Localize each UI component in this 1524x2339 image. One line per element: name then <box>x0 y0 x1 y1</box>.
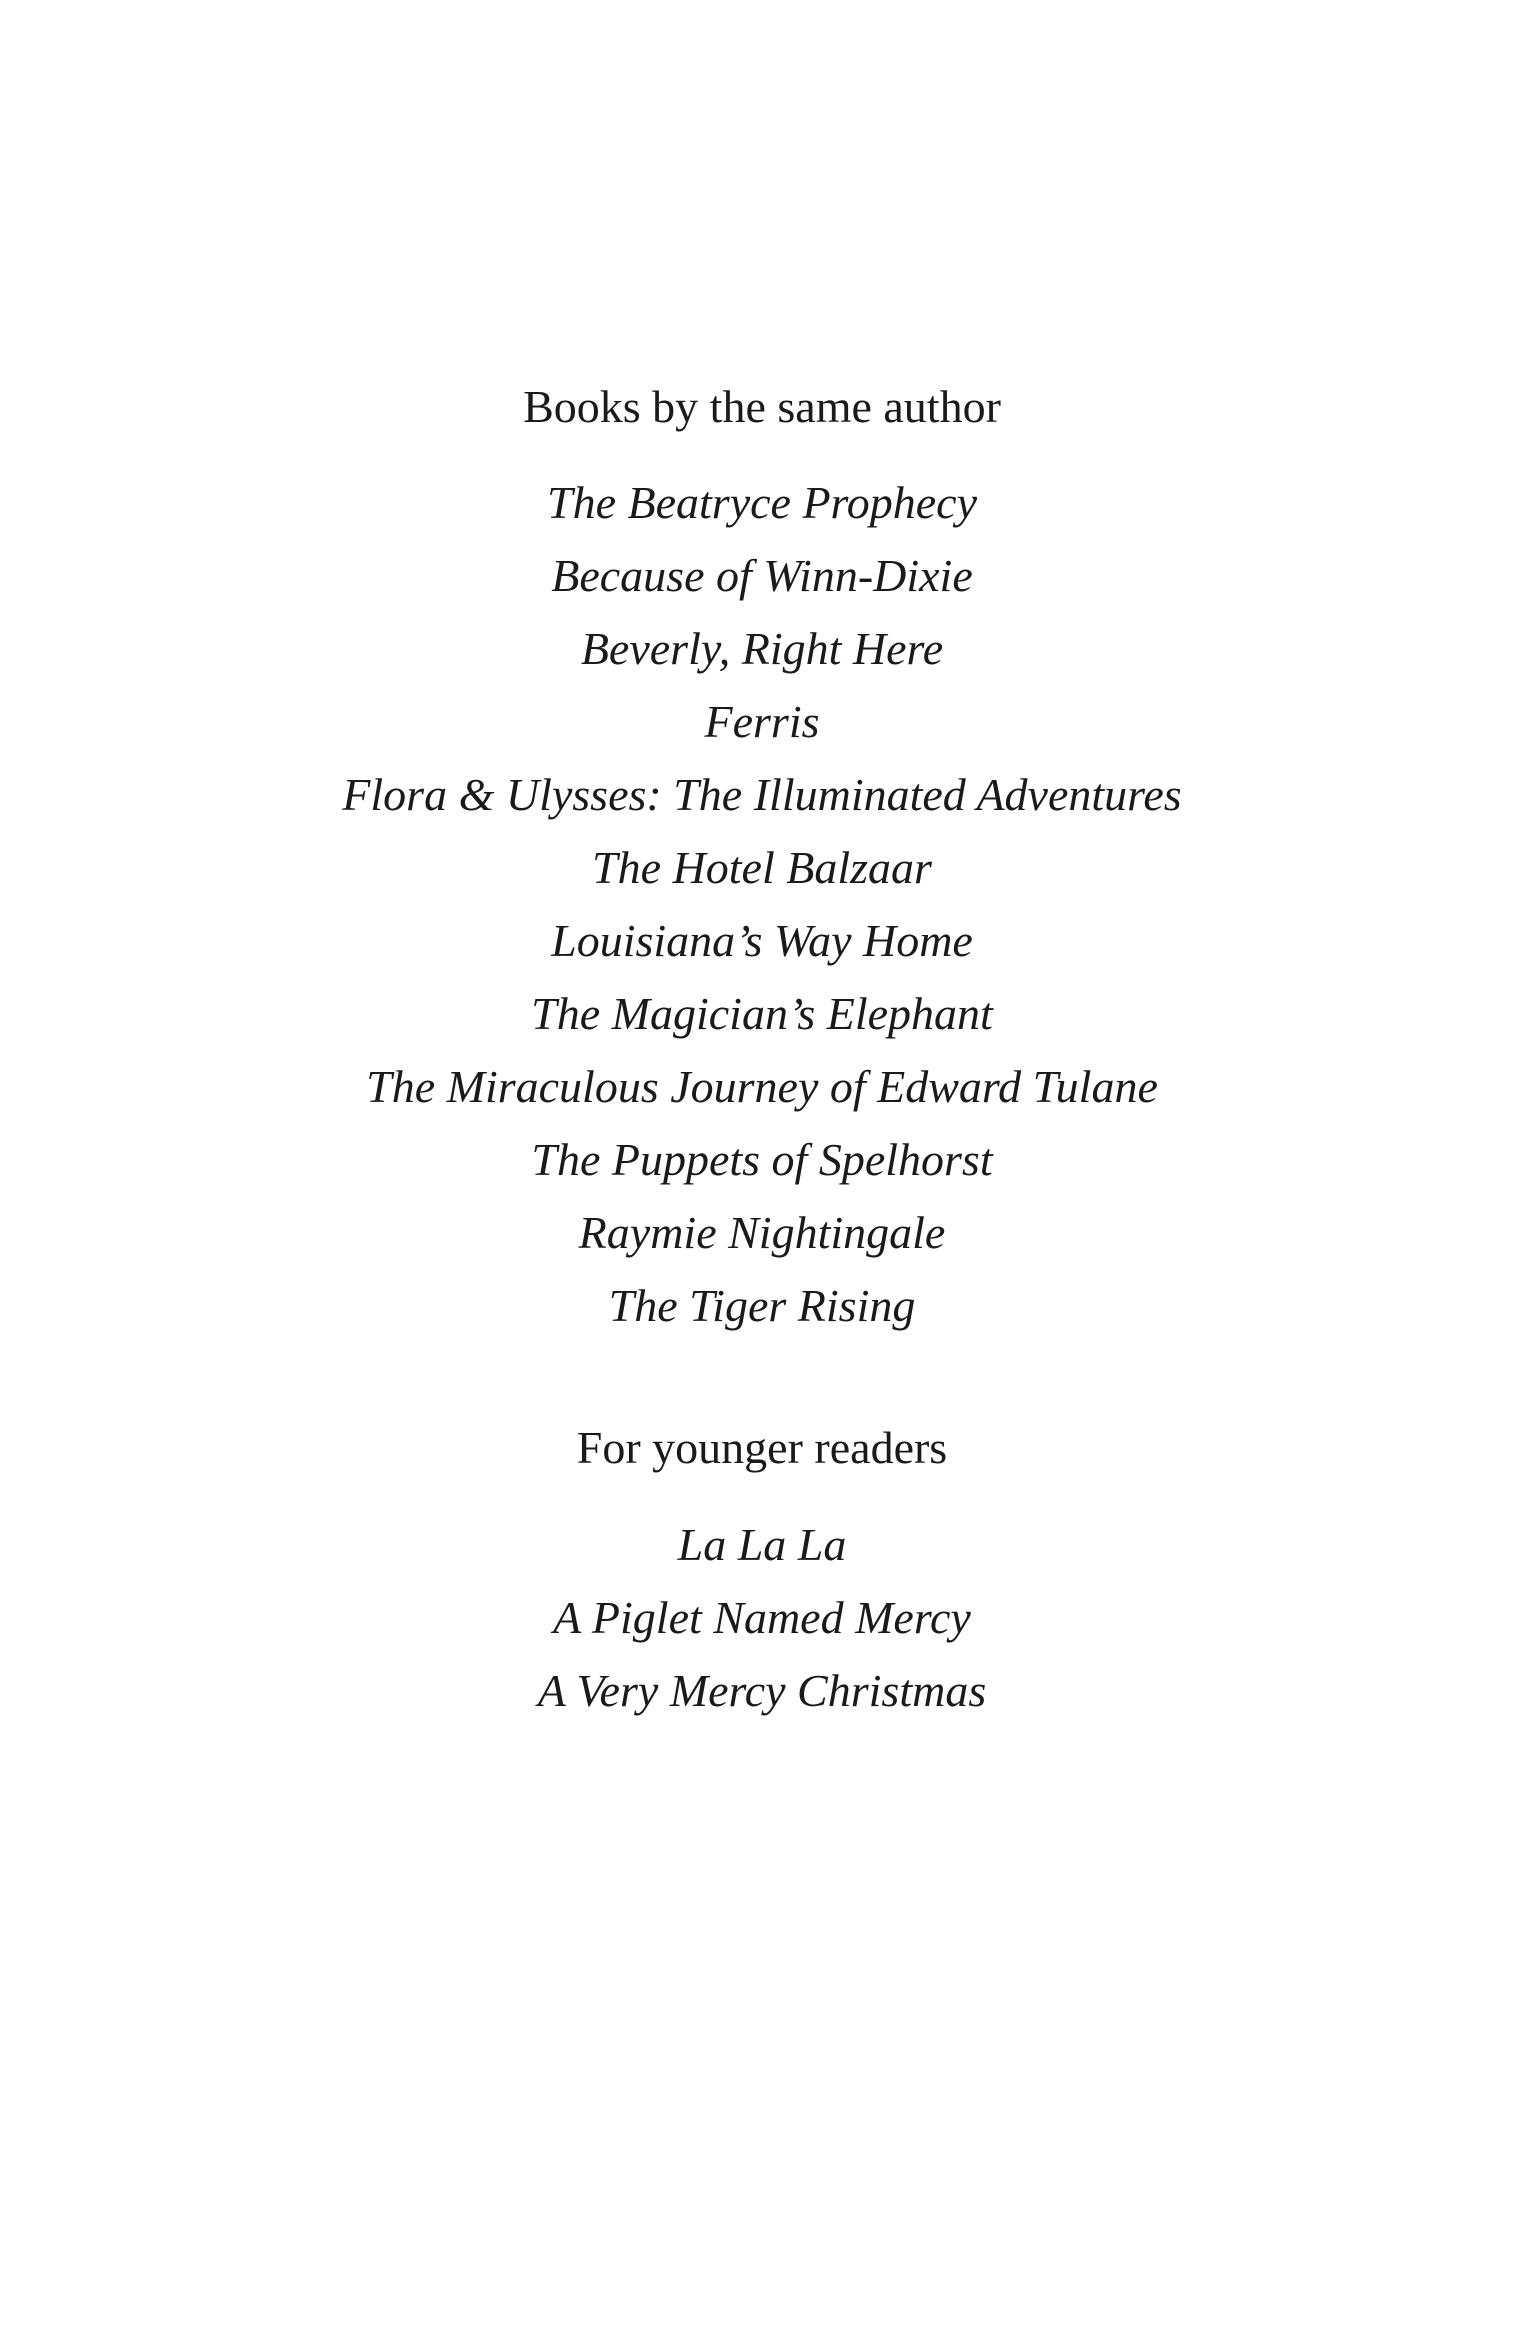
book-title: A Very Mercy Christmas <box>537 1665 987 1716</box>
younger-readers-list <box>0 1508 1524 1727</box>
book-title: Ferris <box>704 696 820 747</box>
book-title: The Magician’s Elephant <box>531 988 993 1039</box>
section-heading-younger-readers: For younger readers <box>576 1422 948 1473</box>
section-heading-books-by-author: Books by the same author <box>523 381 1001 432</box>
book-title: The Hotel Balzaar <box>592 842 932 893</box>
book-title: Raymie Nightingale <box>578 1207 946 1258</box>
book-title: Because of Winn-Dixie <box>551 550 973 601</box>
book-title: A Piglet Named Mercy <box>553 1592 971 1643</box>
book-title: Louisiana’s Way Home <box>551 915 973 966</box>
book-title: The Tiger Rising <box>608 1280 916 1331</box>
book-title: The Beatryce Prophecy <box>547 477 977 528</box>
book-title: The Puppets of Spelhorst <box>531 1134 993 1185</box>
books-list <box>0 466 1524 1342</box>
book-title: La La La <box>677 1519 847 1570</box>
book-title: Flora & Ulysses: The Illuminated Adventures <box>342 769 1182 820</box>
book-title: The Miraculous Journey of Edward Tulane <box>366 1061 1158 1112</box>
book-title: Beverly, Right Here <box>580 623 944 674</box>
